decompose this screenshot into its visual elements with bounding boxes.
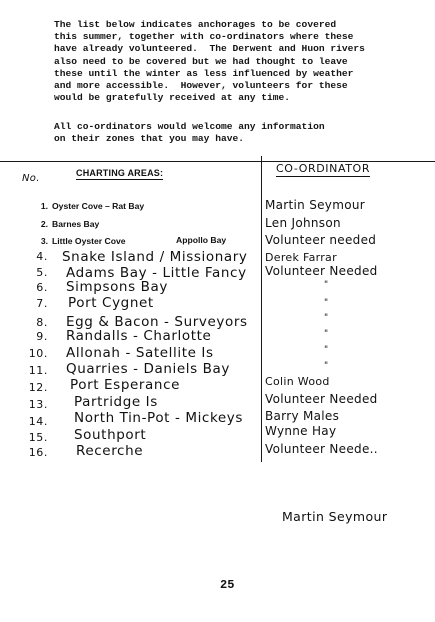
charting-area: Quarries - Daniels Bay [66, 361, 230, 377]
charting-area: Simpsons Bay [66, 279, 168, 295]
charting-area: Southport [74, 427, 147, 443]
coordinator-name: Volunteer Needed [265, 264, 378, 278]
coordinator-column-divider [261, 156, 262, 462]
ditto-mark: " [324, 345, 329, 355]
row-number: 5. [36, 266, 48, 279]
row-number: 9. [36, 330, 48, 343]
coordinator-name: Volunteer Neede.. [265, 442, 378, 456]
coordinator-name: Martin Seymour [265, 198, 365, 212]
charting-area: Randalls - Charlotte [66, 328, 212, 344]
ditto-mark: " [324, 329, 329, 339]
ditto-mark: " [324, 313, 329, 323]
charting-area: Oyster Cove – Rat Bay [52, 201, 145, 211]
charting-area: Recerche [76, 443, 144, 459]
row-number: 10. [28, 347, 48, 360]
coordinator-name: Derek Farrar [265, 251, 337, 264]
charting-area-extra: Appollo Bay [176, 235, 227, 245]
row-number: 16. [28, 446, 48, 459]
row-number: 15. [28, 431, 48, 444]
coordinator-name: Colin Wood [265, 375, 330, 388]
row-number: 13. [28, 398, 48, 411]
coordinator-name-secondary: Wynne Hay [265, 424, 337, 438]
row-number: 4. [36, 250, 48, 263]
coordinator-name: Volunteer Needed [265, 392, 378, 406]
row-number: 2. [40, 219, 48, 229]
row-number: 12. [28, 381, 48, 394]
charting-area: Egg & Bacon - Surveyors [66, 314, 248, 330]
row-number: 1. [40, 201, 48, 211]
row-number: 8. [36, 316, 48, 329]
charting-area: Port Esperance [70, 377, 180, 393]
charting-area: Partridge Is [74, 394, 158, 410]
intro-paragraph: The list below indicates anchorages to be covered this summer, together with co-ordinators where these have already volunteered. The Derwent and Huon rivers also need to be covered but we had thought to leave these until the winter as less influenced by weather and more accessible. However, volunteers for these would be gratefully received at any time. [54, 19, 365, 104]
ditto-mark: " [324, 298, 329, 308]
closing-paragraph: All co-ordinators would welcome any information on their zones that you may have. [54, 121, 325, 145]
charting-area: Adams Bay - Little Fancy [66, 265, 247, 281]
coordinator-name: Barry Males [265, 409, 340, 423]
ditto-mark: " [324, 361, 329, 371]
charting-area: Little Oyster Cove [52, 236, 126, 246]
charting-area: Barnes Bay [52, 219, 100, 229]
charting-areas-header: CHARTING AREAS: [76, 168, 164, 178]
coordinator-name: Volunteer needed [265, 233, 377, 247]
charting-area: North Tin-Pot - Mickeys [74, 410, 244, 426]
row-number: 6. [36, 281, 48, 294]
row-number: 3. [40, 236, 48, 246]
row-number: 11. [28, 364, 48, 377]
page-number: 25 [220, 578, 235, 592]
coordinator-name: Len Johnson [265, 216, 341, 230]
row-number: 14. [28, 415, 48, 428]
ditto-mark: " [324, 280, 329, 290]
coordinator-column-header: CO-ORDINATOR [276, 162, 371, 175]
charting-area: Snake Island / Missionary [62, 249, 248, 265]
number-column-header: No. [22, 173, 40, 184]
row-number: 7. [36, 297, 48, 310]
charting-area: Port Cygnet [68, 295, 154, 311]
signature: Martin Seymour [282, 509, 388, 524]
charting-area: Allonah - Satellite Is [66, 345, 214, 361]
